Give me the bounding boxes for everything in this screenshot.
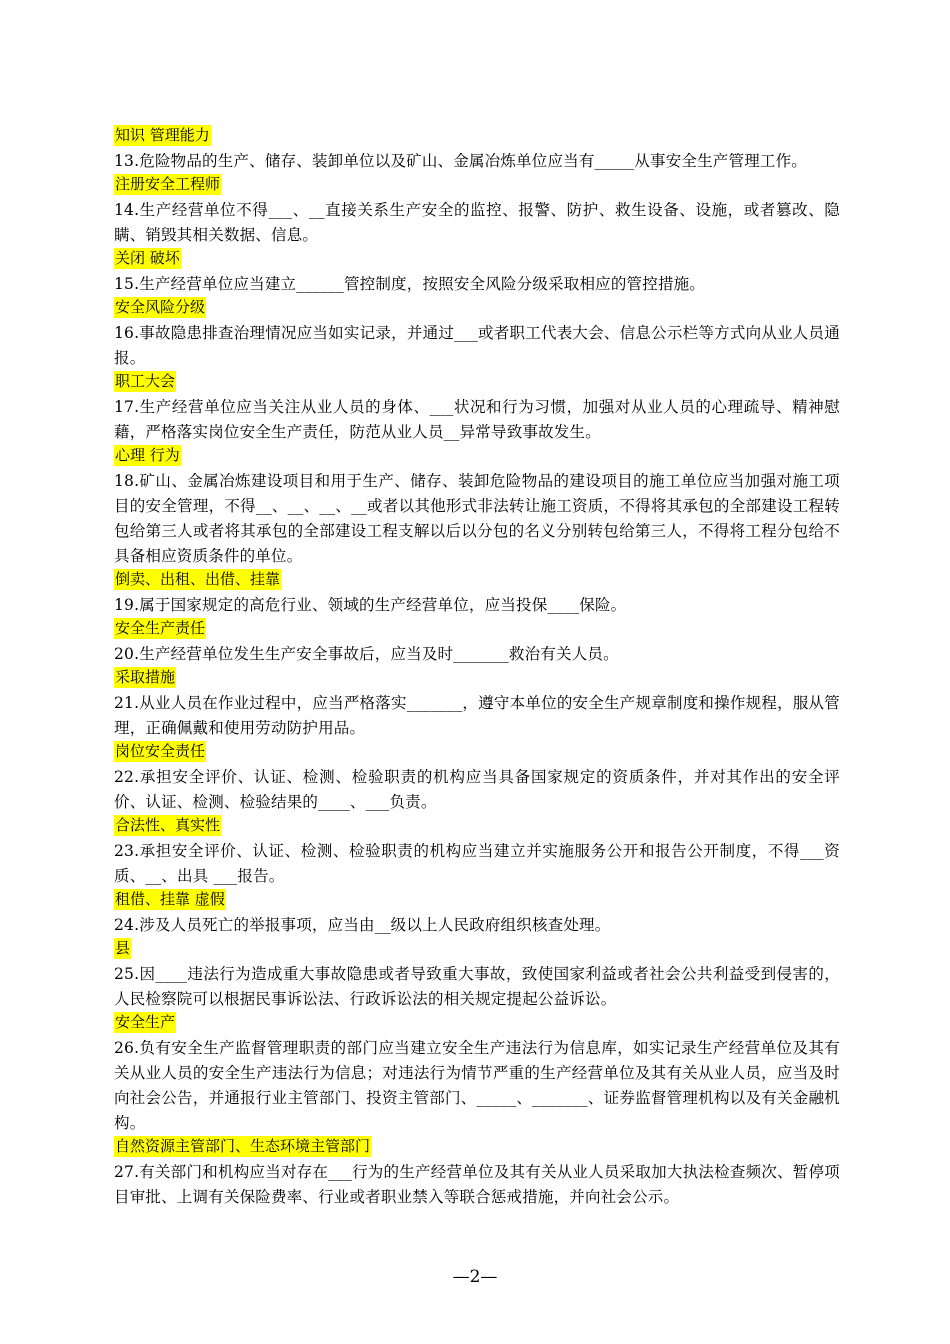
question-25: 25.因____违法行为造成重大事故隐患或者导致重大事故，致使国家利益或者社会公共利益受到侵害的，人民检察院可以根据民事诉讼法、行政诉讼法的相关规定提起公益诉讼。 xyxy=(114,965,840,1008)
question-27: 27.有关部门和机构应当对存在___行为的生产经营单位及其有关从业人员采取加大执法检查频次、暂停项目审批、上调有关保险费率、行业或者职业禁入等联合惩戒措施，并向社会公示。 xyxy=(114,1163,840,1206)
question-16: 16.事故隐患排查治理情况应当如实记录，并通过___或者职工代表大会、信息公示栏等方式向从业人员通报。 xyxy=(114,324,840,367)
answer-1 xyxy=(114,125,840,149)
question-22: 22.承担安全评价、认证、检测、检验职责的机构应当具备国家规定的资质条件，并对其作出的安全评价、认证、检测、检验结果的____、___负责。 xyxy=(114,768,840,811)
answer-20 xyxy=(114,667,840,691)
answer-26 xyxy=(114,1136,840,1160)
question-17: 17.生产经营单位应当关注从业人员的身体、___状况和行为习惯，加强对从业人员的心理疏导、精神慰藉，严格落实岗位安全生产责任，防范从业人员__异常导致事故发生。 xyxy=(114,398,840,441)
answer-text: 采取措施 xyxy=(115,668,176,686)
question-14: 14.生产经营单位不得___、__直接关系生产安全的监控、报警、防护、救生设备、设施，或者篡改、隐瞒、销毁其相关数据、信息。 xyxy=(114,201,840,244)
answer-22 xyxy=(114,815,840,839)
question-19: 19.属于国家规定的高危行业、领域的生产经营单位，应当投保____保险。 xyxy=(114,596,627,614)
answer-text: 安全风险分级 xyxy=(115,298,206,316)
answer-text: 县 xyxy=(115,939,131,957)
answer-16 xyxy=(114,371,840,395)
answer-text: 自然资源主管部门、生态环境主管部门 xyxy=(115,1137,371,1155)
question-18: 18.矿山、金属冶炼建设项目和用于生产、储存、装卸危险物品的建设项目的施工单位应当加强对施工项目的安全管理，不得__、__、__、__或者以其他形式非法转让施工资质，不得将其承包的全部建设工程转包给第三人或者将其承包的全部建设工程支解以后以分包的名义分别转包给第三人，不得将工程分包给不具备相应资质条件的单位。 xyxy=(114,472,840,565)
question-15: 15.生产经营单位应当建立______管控制度，按照安全风险分级采取相应的管控措施。 xyxy=(114,275,706,293)
answer-text: 注册安全工程师 xyxy=(115,175,221,193)
answer-text: 关闭 破坏 xyxy=(115,249,180,267)
document-body xyxy=(114,125,840,1210)
answer-text: 租借、挂靠 虚假 xyxy=(115,890,225,908)
page-number: —2— xyxy=(452,1267,498,1287)
answer-24 xyxy=(114,938,840,962)
answer-25 xyxy=(114,1012,840,1036)
question-26: 26.负有安全生产监督管理职责的部门应当建立安全生产违法行为信息库，如实记录生产经营单位及其有关从业人员的安全生产违法行为信息；对违法行为情节严重的生产经营单位及其有关从业人员，应当及时向社会公告，并通报行业主管部门、投资主管部门、_____、_______、证券监督管理机构以及有关金融机构。 xyxy=(114,1039,840,1132)
answer-text: 安全生产 xyxy=(115,1013,176,1031)
answer-text: 安全生产责任 xyxy=(115,619,206,637)
answer-14 xyxy=(114,248,840,272)
answer-text: 岗位安全责任 xyxy=(115,742,206,760)
answer-text: 知识 管理能力 xyxy=(115,126,210,144)
answer-text: 倒卖、出租、出借、挂靠 xyxy=(115,570,281,588)
question-20: 20.生产经营单位发生生产安全事故后，应当及时_______救治有关人员。 xyxy=(114,645,619,663)
question-23: 23.承担安全评价、认证、检测、检验职责的机构应当建立并实施服务公开和报告公开制度，不得___资质、__、出具 ___报告。 xyxy=(114,842,840,885)
answer-19 xyxy=(114,618,840,642)
answer-13 xyxy=(114,174,840,198)
answer-15 xyxy=(114,297,840,321)
question-13: 13.危险物品的生产、储存、装卸单位以及矿山、金属冶炼单位应当有_____从事安全生产管理工作。 xyxy=(114,152,808,170)
answer-text: 职工大会 xyxy=(115,372,176,390)
question-21: 21.从业人员在作业过程中，应当严格落实_______，遵守本单位的安全生产规章制度和操作规程，服从管理，正确佩戴和使用劳动防护用品。 xyxy=(114,694,840,737)
answer-text: 心理 行为 xyxy=(115,446,180,464)
answer-text: 合法性、真实性 xyxy=(115,816,221,834)
answer-21 xyxy=(114,741,840,765)
answer-18 xyxy=(114,569,840,593)
question-24: 24.涉及人员死亡的举报事项，应当由__级以上人民政府组织核查处理。 xyxy=(114,916,611,934)
answer-17 xyxy=(114,445,840,469)
answer-23 xyxy=(114,889,840,913)
